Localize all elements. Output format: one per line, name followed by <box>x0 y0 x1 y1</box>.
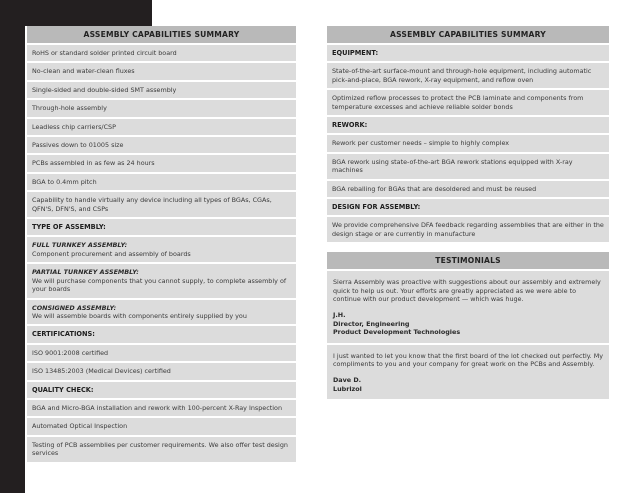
assembly-type-title: CONSIGNED ASSEMBLY: <box>32 303 117 312</box>
testimonial-company: Product Development Technologies <box>333 328 461 337</box>
certifications-heading: CERTIFICATIONS: <box>27 324 296 342</box>
assembly-type-title: FULL TURNKEY ASSEMBLY: <box>32 241 128 250</box>
equipment-item: Optimized reflow processes to protect the PCB laminate and components from temperature excesses and achieve reliable solder bonds <box>327 88 609 115</box>
testimonial <box>327 343 609 399</box>
capability-item: Leadless chip carriers/CSP <box>27 117 296 135</box>
capability-item: Passives down to 01005 size <box>27 135 296 153</box>
capability-item: BGA to 0.4mm pitch <box>27 172 296 190</box>
rework-item: BGA reballing for BGAs that are desoldered and must be reused <box>327 179 609 197</box>
testimonial <box>327 269 609 343</box>
left-column <box>27 26 296 462</box>
design-for-assembly-heading: DESIGN FOR ASSEMBLY: <box>327 197 609 215</box>
capability-item: Single-sided and double-sided SMT assembly <box>27 80 296 98</box>
testimonial-name: J.H. <box>333 311 346 320</box>
rework-item: BGA rework using state-of-the-art BGA rework stations equipped with X-ray machines <box>327 152 609 179</box>
assembly-type-full-turnkey <box>27 235 296 262</box>
equipment-item: State-of-the-art surface-mount and through-hole equipment, including automatic pick-and-place, BGA rework, X-ray equipment, and reflow oven <box>327 61 609 88</box>
right-column-header: ASSEMBLY CAPABILITIES SUMMARY <box>327 26 609 43</box>
testimonial-signature <box>333 311 603 337</box>
design-for-assembly-item: We provide comprehensive DFA feedback regarding assemblies that are either in the design stage or are currently in manufacture <box>327 215 609 242</box>
testimonial-text: I just wanted to let you know that the first board of the lot checked out perfectly. My compliments to you and your company for great work on the PCBs and Assembly. <box>333 351 603 369</box>
dark-corner-band <box>0 0 152 26</box>
quality-item: Testing of PCB assemblies per customer requirements. We also offer test design services <box>27 435 296 462</box>
capability-item: No-clean and water-clean fluxes <box>27 61 296 79</box>
assembly-type-partial-turnkey <box>27 262 296 297</box>
rework-heading: REWORK: <box>327 115 609 133</box>
testimonial-text: Sierra Assembly was proactive with suggestions about our assembly and extremely quick to help us out. Your efforts are greatly appreciated as we were able to continue with our product development — which was huge. <box>333 278 601 304</box>
capability-item: Through-hole assembly <box>27 98 296 116</box>
testimonials-header: TESTIMONIALS <box>327 252 609 269</box>
dark-side-strip <box>0 26 25 493</box>
certification-item: ISO 13485:2003 (Medical Devices) certified <box>27 361 296 379</box>
capability-item: PCBs assembled in as few as 24 hours <box>27 153 296 171</box>
assembly-type-desc: We will assemble boards with components entirely supplied by you <box>32 311 247 320</box>
assembly-type-desc: We will purchase components that you cannot supply, to complete assembly of your boards <box>32 276 287 294</box>
testimonial-title: Director, Engineering <box>333 319 410 328</box>
capability-item: Capability to handle virtually any device including all types of BGAs, CGAs, QFN'S, DFN'S, and CSPs <box>27 190 296 217</box>
quality-check-heading: QUALITY CHECK: <box>27 380 296 398</box>
capability-item: RoHS or standard solder printed circuit board <box>27 43 296 61</box>
right-column <box>327 26 609 399</box>
assembly-type-desc: Component procurement and assembly of boards <box>32 249 191 258</box>
equipment-heading: EQUIPMENT: <box>327 43 609 61</box>
quality-item: BGA and Micro-BGA installation and rework with 100-percent X-Ray Inspection <box>27 398 296 416</box>
rework-item: Rework per customer needs – simple to highly complex <box>327 133 609 151</box>
quality-item: Automated Optical Inspection <box>27 416 296 434</box>
testimonial-signature <box>333 376 603 393</box>
type-of-assembly-heading: TYPE OF ASSEMBLY: <box>27 217 296 235</box>
assembly-type-title: PARTIAL TURNKEY ASSEMBLY: <box>32 268 139 277</box>
testimonial-name: Dave D. <box>333 376 362 385</box>
left-column-header: ASSEMBLY CAPABILITIES SUMMARY <box>27 26 296 43</box>
certification-item: ISO 9001:2008 certified <box>27 343 296 361</box>
testimonial-company: Lubrizol <box>333 384 362 393</box>
assembly-type-consigned <box>27 298 296 325</box>
